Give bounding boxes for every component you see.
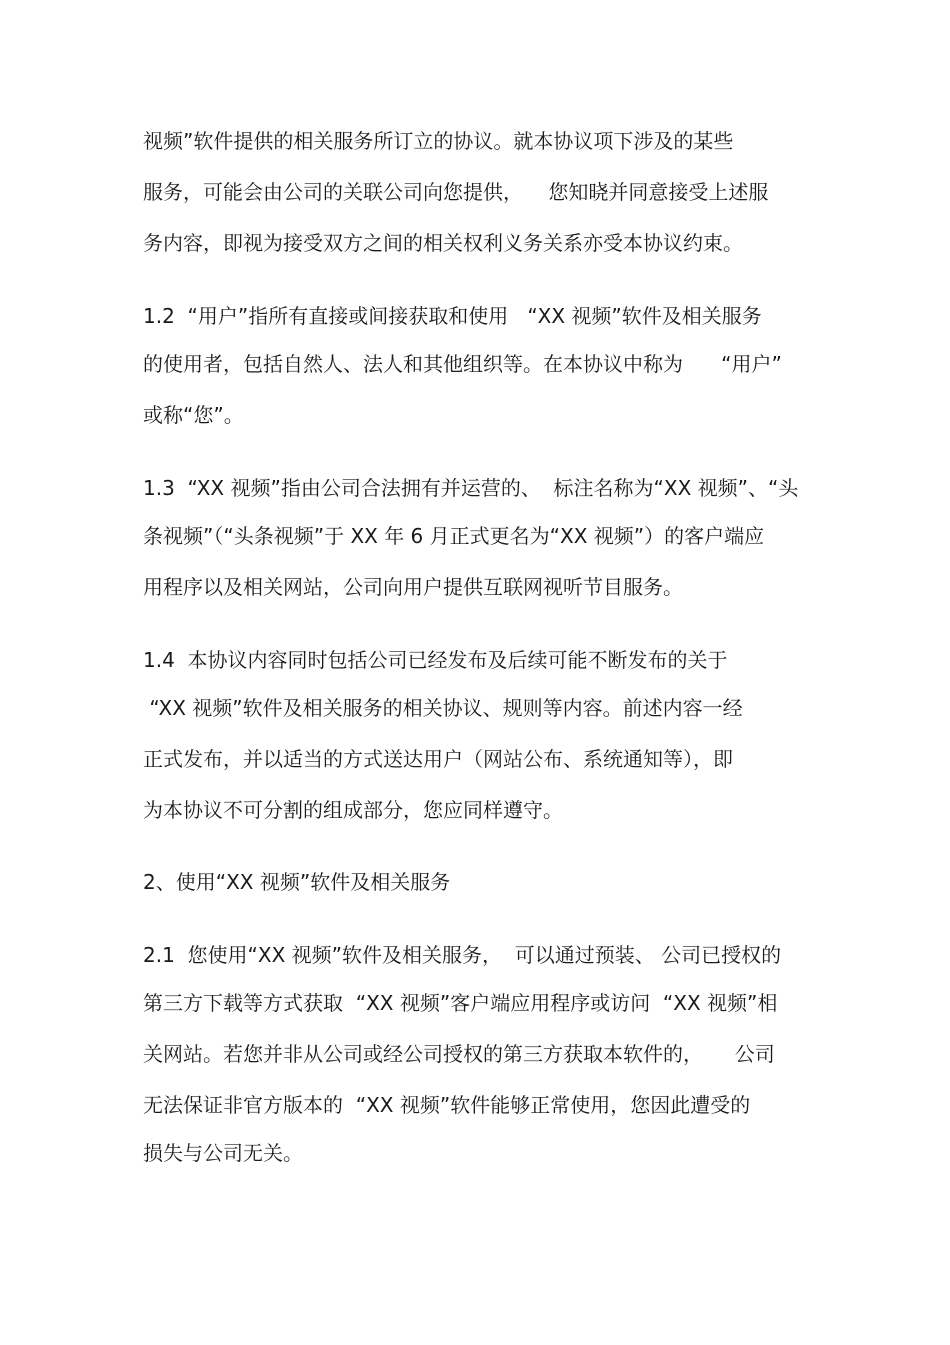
text-line: 务内容，即视为接受双方之间的相关权利义务关系亦受本协议约束。 (143, 231, 743, 255)
text-line: 无法保证非官方版本的 “XX 视频”软件能够正常使用，您因此遭受的 (143, 1093, 751, 1117)
section-heading: 2、使用“XX 视频”软件及相关服务 (143, 870, 451, 894)
text-line: 用程序以及相关网站，公司向用户提供互联网视听节目服务。 (143, 575, 683, 599)
text-line: 正式发布，并以适当的方式送达用户（网站公布、系统通知等），即 (143, 747, 733, 771)
text-line: 或称“您”。 (143, 403, 244, 427)
text-line: 的使用者，包括自然人、法人和其他组织等。在本协议中称为 “用户” (143, 352, 782, 376)
text-line: 1.4 本协议内容同时包括公司已经发布及后续可能不断发布的关于 (143, 648, 728, 672)
text-line: 1.2 “用户”指所有直接或间接获取和使用 “XX 视频”软件及相关服务 (143, 304, 762, 328)
text-line: 条视频”（“头条视频”于 XX 年 6 月正式更名为“XX 视频”）的客户端应 (143, 524, 765, 548)
text-line: 1.3 “XX 视频”指由公司合法拥有并运营的、 标注名称为“XX 视频”、“头 (143, 476, 799, 500)
text-line: 关网站。若您并非从公司或经公司授权的第三方获取本软件的， 公司 (143, 1042, 775, 1066)
text-line: “XX 视频”软件及相关服务的相关协议、规则等内容。前述内容一经 (143, 696, 743, 720)
text-line: 视频”软件提供的相关服务所订立的协议。就本协议项下涉及的某些 (143, 129, 734, 153)
text-line: 损失与公司无关。 (143, 1141, 303, 1165)
text-line: 为本协议不可分割的组成部分，您应同样遵守。 (143, 798, 563, 822)
text-line: 第三方下载等方式获取 “XX 视频”客户端应用程序或访问 “XX 视频”相 (143, 991, 778, 1015)
text-line: 2.1 您使用“XX 视频”软件及相关服务， 可以通过预装、 公司已授权的 (143, 943, 782, 967)
text-line: 服务，可能会由公司的关联公司向您提供， 您知晓并同意接受上述服 (143, 180, 769, 204)
